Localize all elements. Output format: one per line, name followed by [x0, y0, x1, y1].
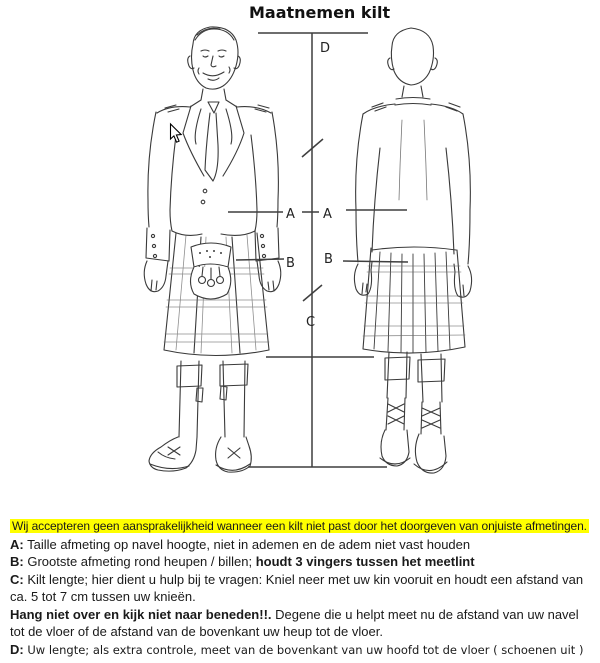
instruction-hang-text: Degene die u helpt meet nu de afstand van uw navel tot de vloer of de afstand van de bovenkant uw heup tot de vloer. [10, 606, 579, 639]
page-title: Maatnemen kilt [249, 3, 391, 22]
instruction-d-text: Uw lengte; als extra controle, meet van de bovenkant van uw hoofd tot de vloer ( schoenen uit ) [23, 642, 584, 657]
instruction-b-text: Grootste afmeting rond heupen / billen; [23, 554, 256, 569]
label-b-right: B [324, 252, 333, 267]
instruction-c [10, 571, 592, 606]
instruction-c-label: C: [10, 571, 24, 587]
instruction-hang [10, 606, 592, 641]
liability-warning [10, 518, 592, 536]
instruction-b [10, 553, 592, 571]
instruction-hang-bold: Hang niet over en kijk niet naar beneden!!. [10, 606, 272, 622]
instruction-b-label: B: [10, 554, 24, 569]
back-kilt-pleats [374, 252, 450, 353]
label-c: C [306, 315, 316, 330]
instruction-a [10, 536, 592, 554]
label-d: D [320, 41, 331, 56]
instruction-b-bold: houdt 3 vingers tussen het meetlint [255, 554, 475, 569]
mouse-cursor-icon [171, 124, 182, 142]
back-figure-sketch [354, 28, 471, 473]
label-a-left: A [286, 207, 295, 222]
instruction-a-label: A: [10, 536, 24, 552]
b-line-right [343, 261, 408, 262]
front-figure-sketch [144, 27, 281, 472]
b-line-left [236, 259, 284, 260]
instruction-a-text: Taille afmeting op navel hoogte, niet in ademen en de adem niet vast houden [23, 536, 471, 552]
instruction-d-label: D: [10, 641, 24, 657]
label-a-right: A [323, 207, 332, 222]
instruction-c-text: Kilt lengte; hier dient u hulp bij te vragen: Kniel neer met uw kin vooruit en houdt een afstand van ca. 5 tot 7 cm tussen uw knieën. [10, 571, 584, 604]
instructions-block [10, 518, 592, 659]
measurement-lines [228, 33, 408, 467]
sporran [191, 243, 232, 299]
label-b-left: B [286, 256, 295, 271]
highlighted-warning-text: Wij accepteren geen aansprakelijkheid wanneer een kilt niet past door het doorgeven van onjuiste afmetingen. [12, 519, 587, 533]
instruction-d [10, 641, 592, 660]
